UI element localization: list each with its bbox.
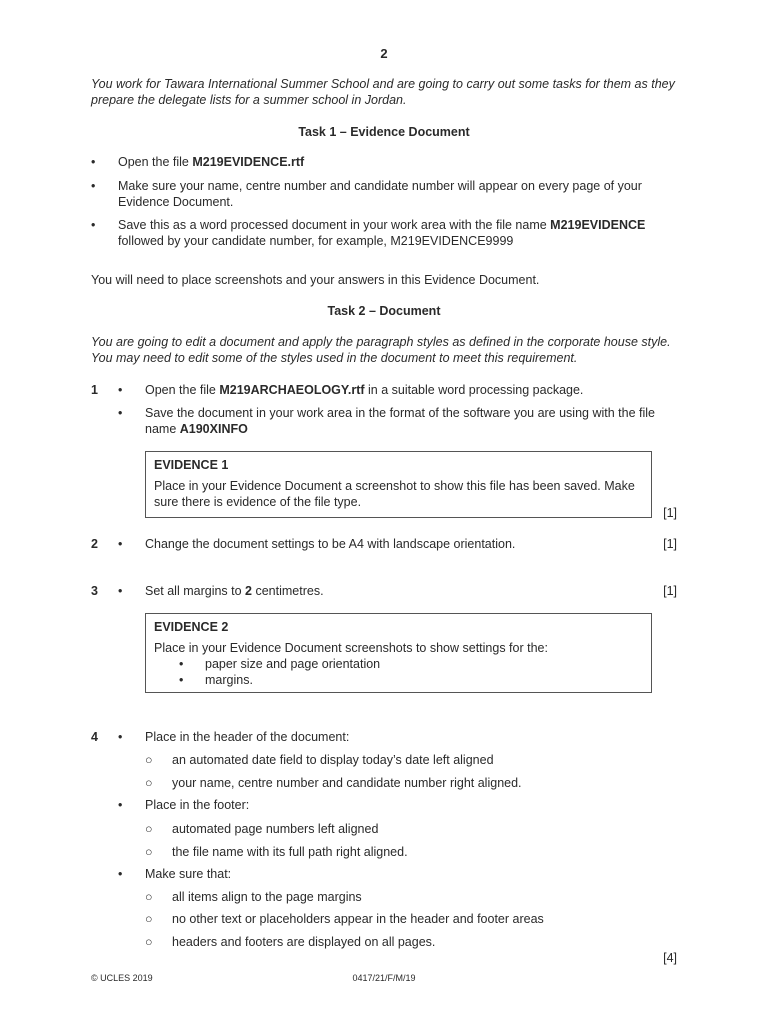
q2-mark: [1] [663,537,677,551]
q4-mark: [4] [663,951,677,965]
q4-sure-item: no other text or placeholders appear in the header and footer areas [172,912,544,926]
q4-footer-intro: Place in the footer: [145,798,250,812]
page-number: 2 [380,46,388,61]
question-1-number: 1 [91,383,98,397]
evidence-1-box [145,451,652,518]
task1-item-name-details: Make sure your name, centre number and candidate number will appear on every page of your Evidence Document. [118,179,642,209]
bullet: • [91,218,96,232]
task1-item1-text: Open the file [118,155,193,169]
copyright-footer: © UCLES 2019 [91,973,153,983]
task1-note: You will need to place screenshots and your answers in this Evidence Document. [91,273,540,287]
bullet: • [179,673,184,687]
task1-item3-text: Save this as a word processed document in your work area with the file name [118,218,551,232]
circle-bullet: ○ [145,912,153,926]
evidence-1-title: EVIDENCE 1 [154,458,229,472]
q4-header-intro: Place in the header of the document: [145,730,350,744]
evidence-2-box [145,613,652,693]
q3-post: centimetres. [252,584,324,598]
q3-text [145,583,685,599]
bullet: • [179,657,184,671]
evidence-2-item-text: margins. [205,673,253,687]
q4-header-item: an automated date field to display today’s date left aligned [172,753,494,767]
q4-header-item: your name, centre number and candidate number right aligned. [172,776,522,790]
q4-sure-item: headers and footers are displayed on all pages. [172,935,436,949]
q3-mark: [1] [663,584,677,598]
evidence-2-item [154,656,643,672]
task2-heading: Task 2 – Document [327,304,441,318]
evidence-2-item [154,672,643,688]
bullet: • [118,798,123,812]
q1-save-file [145,405,685,437]
bullet: • [118,537,123,551]
bullet: • [118,406,123,420]
task2-intro: You are going to edit a document and apply the paragraph styles as defined in the corporate house style. You may need to edit some of the styles used in the document to meet this requirement. [91,335,671,365]
q4-footer-item: the file name with its full path right aligned. [172,845,408,859]
task1-heading: Task 1 – Evidence Document [298,125,470,139]
q4-footer-item: automated page numbers left aligned [172,822,379,836]
q3-value: 2 [245,584,252,598]
bullet: • [118,383,123,397]
evidence-1-text: Place in your Evidence Document a screenshot to show this file has been saved. Make sure there is evidence of the file type. [154,479,635,509]
task1-item3-filename: M219EVIDENCE [550,218,646,232]
bullet: • [118,730,123,744]
question-4-number: 4 [91,730,98,744]
q1-b1-post: in a suitable word processing package. [364,383,584,397]
intro-paragraph: You work for Tawara International Summer School and are going to carry out some tasks for them as they prepare the delegate lists for a summer school in Jordan. [91,77,675,107]
evidence-2-text: Place in your Evidence Document screenshots to show settings for the: [154,641,548,655]
q1-b2-pre: Save the document in your work area in the format of the software you are using with the file name [145,406,655,436]
q2-text: Change the document settings to be A4 with landscape orientation. [145,537,516,551]
q4-sure-item: all items align to the page margins [172,890,362,904]
task1-item3-post: followed by your candidate number, for example, M219EVIDENCE9999 [118,234,514,248]
q1-b2-filename: A190XINFO [179,422,248,436]
circle-bullet: ○ [145,845,153,859]
q4-sure-intro: Make sure that: [145,867,232,881]
q1-open-file [145,382,685,398]
question-2-number: 2 [91,537,98,551]
q1-b1-filename: M219ARCHAEOLOGY.rtf [219,383,365,397]
circle-bullet: ○ [145,753,153,767]
task1-item1-filename: M219EVIDENCE.rtf [192,155,305,169]
bullet: • [118,867,123,881]
q1-b1-pre: Open the file [145,383,220,397]
evidence-2-item-text: paper size and page orientation [205,657,381,671]
circle-bullet: ○ [145,890,153,904]
question-3-number: 3 [91,584,98,598]
circle-bullet: ○ [145,935,153,949]
paper-code-footer: 0417/21/F/M/19 [352,973,416,983]
circle-bullet: ○ [145,776,153,790]
task1-item-open-file [118,154,688,170]
bullet: • [91,155,96,169]
bullet: • [118,584,123,598]
evidence-2-title: EVIDENCE 2 [154,620,229,634]
q3-pre: Set all margins to [145,584,246,598]
task1-item-save [118,217,688,249]
bullet: • [91,179,96,193]
evidence-1-mark: [1] [663,506,677,520]
circle-bullet: ○ [145,822,153,836]
